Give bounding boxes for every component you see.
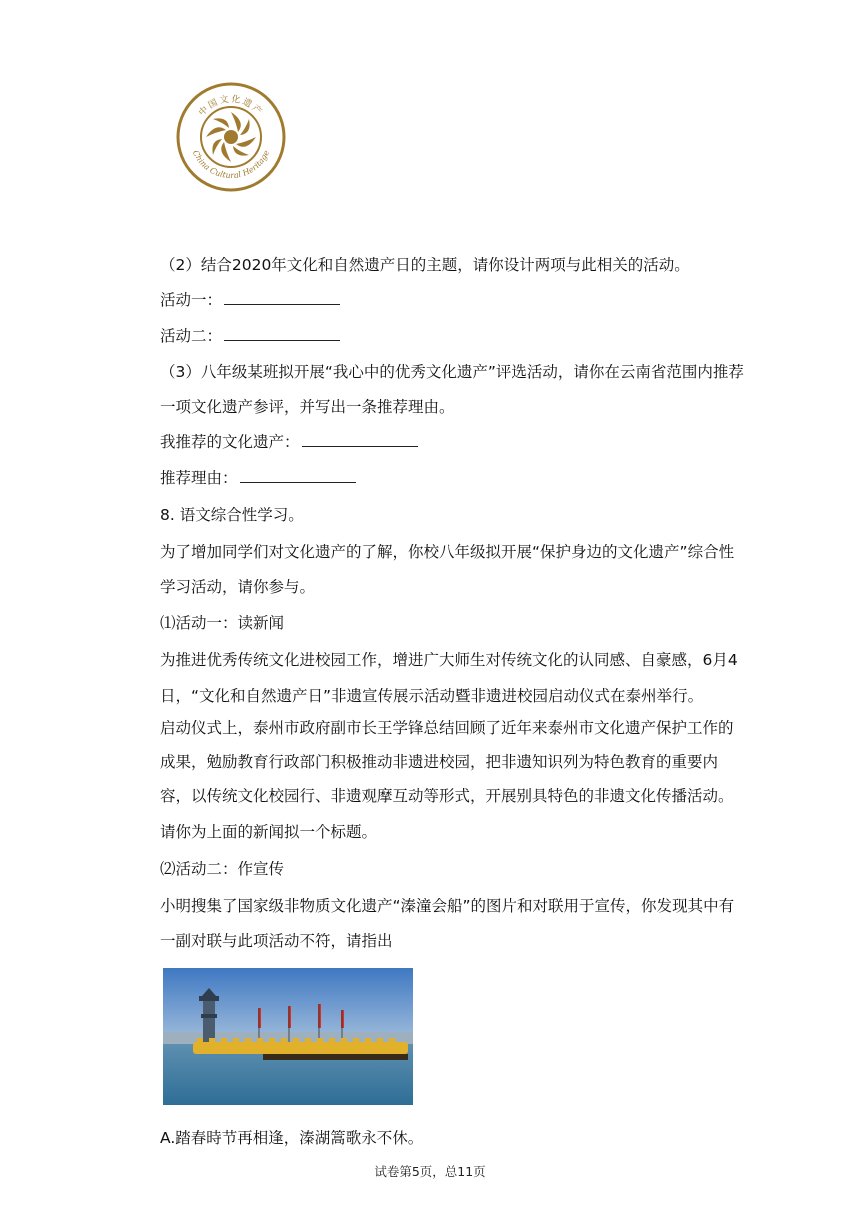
- news-line1: 为推进优秀传统文化进校园工作，增进广大师生对传统文化的认同感、自豪感，6月4: [160, 651, 738, 669]
- activity1-answer-blank[interactable]: [224, 290, 340, 305]
- activity1-label: 活动一：: [160, 291, 223, 309]
- news-line2: 日，“文化和自然遗产日”非遗宣传展示活动暨非遗进校园启动仪式在泰州举行。: [160, 687, 704, 705]
- recommend-answer-blank[interactable]: [302, 432, 418, 447]
- activity2-label: 活动二：: [160, 327, 223, 345]
- emblem-text-en: China Cultural Heritage: [190, 148, 272, 181]
- news-line4: 成果，勉励教育行政部门积极推动非遗进校园，把非遗知识列为特色教育的重要内: [160, 753, 719, 771]
- recommend-row: [160, 432, 418, 452]
- china-cultural-heritage-emblem: [176, 82, 286, 192]
- activity2-row: [160, 326, 340, 346]
- q8-intro-line1: 为了增加同学们对文化遗产的了解，你校八年级拟开展“保护身边的文化遗产”综合性: [160, 543, 735, 561]
- news-question: 请你为上面的新闻拟一个标题。: [160, 823, 378, 841]
- activity2-answer-blank[interactable]: [224, 326, 340, 341]
- activity1-row: [160, 290, 340, 310]
- q7-part2: （2）结合2020年文化和自然遗产日的主题，请你设计两项与此相关的活动。: [160, 256, 690, 274]
- page-footer: 试卷第5页，总11页: [374, 1164, 486, 1179]
- news-line3: 启动仪式上，泰州市政府副市长王学锋总结回顾了近年来泰州市文化遗产保护工作的: [160, 719, 734, 737]
- recommend-label: 我推荐的文化遗产：: [160, 433, 300, 451]
- emblem-text-cn: 中国文化遗产: [197, 94, 265, 119]
- svg-text:China Cultural Heritage: [191, 149, 271, 180]
- sun-swirl-icon: [206, 112, 256, 162]
- reason-label: 推荐理由：: [160, 469, 238, 487]
- q8-title: 8. 语文综合性学习。: [160, 506, 304, 524]
- promo-line2: 一副对联与此项活动不符，请指出: [160, 932, 393, 950]
- svg-text:中国文化遗产: [196, 93, 266, 119]
- q8-intro-line2: 学习活动，请你参与。: [160, 578, 316, 596]
- news-line5: 容，以传统文化校园行、非遗观摩互动等形式，开展别具特色的非遗文化传播活动。: [160, 787, 734, 805]
- reason-answer-blank[interactable]: [240, 468, 356, 483]
- q8-activity1-title: ⑴活动一：读新闻: [160, 614, 285, 632]
- promo-line1: 小明搜集了国家级非物质文化遗产“溱潼会船”的图片和对联用于宣传，你发现其中有: [160, 897, 735, 915]
- q7-part3-line1: （3）八年级某班拟开展“我心中的优秀文化遗产”评选活动，请你在云南省范围内推荐: [160, 363, 744, 381]
- boat-festival-photo: [163, 968, 413, 1105]
- boat-hull: [263, 1054, 408, 1060]
- option-a: A.踏春時节再相逢，溱湖篙歌永不休。: [160, 1129, 424, 1147]
- q8-activity2-title: ⑵活动二：作宣传: [160, 860, 285, 878]
- q7-part3-line2: 一项文化遗产参评，并写出一条推荐理由。: [160, 398, 455, 416]
- reason-row: [160, 468, 356, 488]
